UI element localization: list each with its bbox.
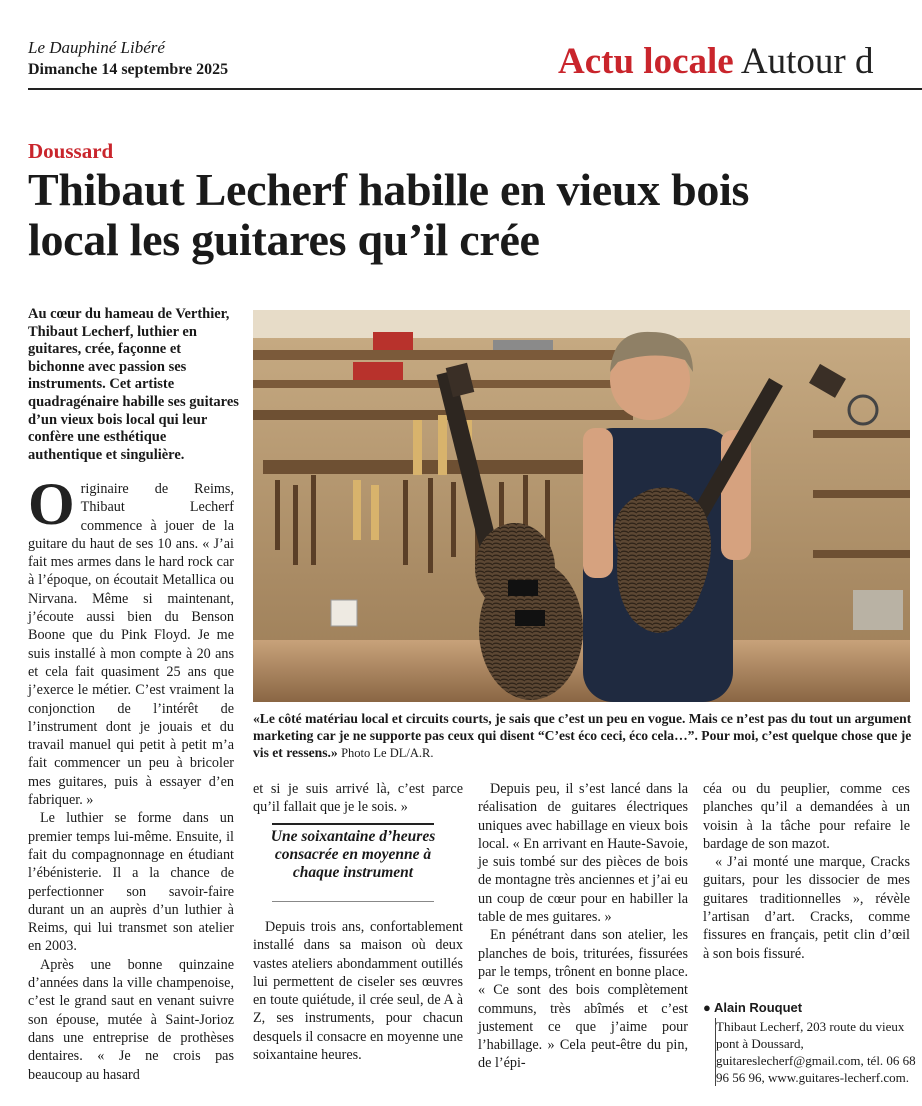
contact-info (715, 1018, 916, 1086)
headline-line-2: local les guitares qu’il crée (28, 214, 540, 265)
drop-cap: O (28, 471, 75, 537)
subsection-label: Autour d (740, 41, 874, 82)
paragraph: céa ou du peuplier, comme ces planches qu’il a demandées à un voisin à la tâche pour refaire le bardage de son mazot. (703, 781, 910, 852)
issue-date: Dimanche 14 septembre 2025 (28, 61, 229, 78)
kicker-location: Doussard (28, 139, 114, 163)
intertitle: Une soixantaine d’heures consacrée en moyenne à chaque instrument (270, 828, 436, 881)
paragraph: riginaire de Reims, Thibaut Lecherf commence à jouer de la guitare du haut de ses 10 ans. « J’ai fait mes armes dans le hard rock car à l’époque, on écoutait Metallica ou Nirvana. Même si maintenant, j’écoute aussi bien du Benson Boone que du Pink Floyd. Je me suis installé à mon compte à 20 ans et cela fait quasiment 25 ans que j’exerce le métier. C’est vraiment la conjonction de l’intérêt de l’instrument dont je jouais et du travail manuel qui petit à petit m’a fait commencer un peu à bricoler mes guitares, puis à essayer d’en fabriquer. » (28, 481, 234, 809)
paragraph: Depuis peu, il s’est lancé dans la réalisation de guitares électriques uniques avec habillage en vieux bois local. « En arrivant en Haute-Savoie, je suis tombé sur des pièces de bois de montagne très anciennes et j’ai eu un coup de cœur pour en habiller la table de mes guitares. » (478, 781, 688, 926)
newspaper-name: Le Dauphiné Libéré (28, 38, 165, 57)
headline (28, 165, 908, 265)
paragraph: et si je suis arrivé là, c’est parce qu’il fallait que je le sois. » (253, 781, 463, 816)
article-column-4 (703, 780, 910, 963)
caption-text: «Le côté matériau local et circuits courts, je sais que c’est un peu en vogue. Mais ce n’est pas du tout un argument marketing car je ne supporte pas ceux qui disent “C’est éco ceci, éco cela…”. Pour moi, c’est quelque chose que je vis et ressens.» (253, 711, 912, 760)
paragraph: Depuis trois ans, confortablement installé dans sa maison où deux vastes ateliers abondamment outillés lui permettent de ciseler ses œuvres en toute quiétude, il crée seul, de A à Z, ses instruments, pour chacun desquels il consacre en moyenne une soixantaine heures. (253, 919, 463, 1064)
section-label: Actu locale (558, 41, 734, 82)
paragraph: Le luthier se forme dans un premier temps lui-même. Ensuite, il fait du compagnonnage en étudiant l’ébénisterie. Il a la chance de perfectionner son savoir-faire durant un an auprès d’un luthier à Reims, qui lui transmet son atelier en 2003. (28, 810, 234, 955)
standfirst: Au cœur du hameau de Verthier, Thibaut Lecherf, luthier en guitares, crée, façonne et bichonne avec passion ses instruments. Cet artiste quadragénaire habille ses guitares d’un vieux bois local qui leur confère une esthétique authentique et singulière. (28, 306, 239, 463)
photo-credit: Photo Le DL/A.R. (341, 746, 434, 760)
paragraph: En pénétrant dans son atelier, les planches de bois, triturées, fissurées par le temps, trônent en bonne place. « Ce sont des bois complètement communs, très abîmés et c’est justement ce que j’aime pour l’habillage. » Cela peut-être du pin, de l’épi- (478, 927, 688, 1072)
paragraph: Après une bonne quinzaine d’années dans la ville champenoise, c’est le grand saut en venant suivre son épouse, mutée à Saint-Jorioz dans une entreprise de prothèses dentaires. « Je ne crois pas beaucoup au hasard (28, 956, 234, 1083)
section-heading (558, 40, 874, 83)
workshop-photo-illustration (253, 310, 910, 702)
intertitle-rule-top (272, 823, 434, 825)
article-column-2 (253, 780, 463, 817)
headline-line-1: Thibaut Lecherf habille en vieux bois (28, 164, 750, 215)
author-byline: ● Alain Rouquet (703, 1000, 803, 1015)
header-rule (28, 88, 922, 90)
article-column-2b (253, 918, 463, 1064)
contact-text: Thibaut Lecherf, 203 route du vieux pont à Doussard, guitareslecherf@gmail.com, tél. 06 68 96 56 96, www.guitares-lecherf.com. (716, 1019, 916, 1085)
article-column-1 (28, 471, 234, 1084)
intertitle-rule-bottom (272, 901, 434, 902)
article-photo (253, 310, 910, 702)
article-column-3 (478, 780, 688, 1073)
photo-caption (253, 710, 913, 762)
paragraph: « J’ai monté une marque, Cracks guitars, pour les dissocier de mes guitares traditionnelles », révèle l’artisan d’art. Cracks, comme fissures en français, petit clin d’œil à son bois fissuré. (703, 854, 910, 962)
